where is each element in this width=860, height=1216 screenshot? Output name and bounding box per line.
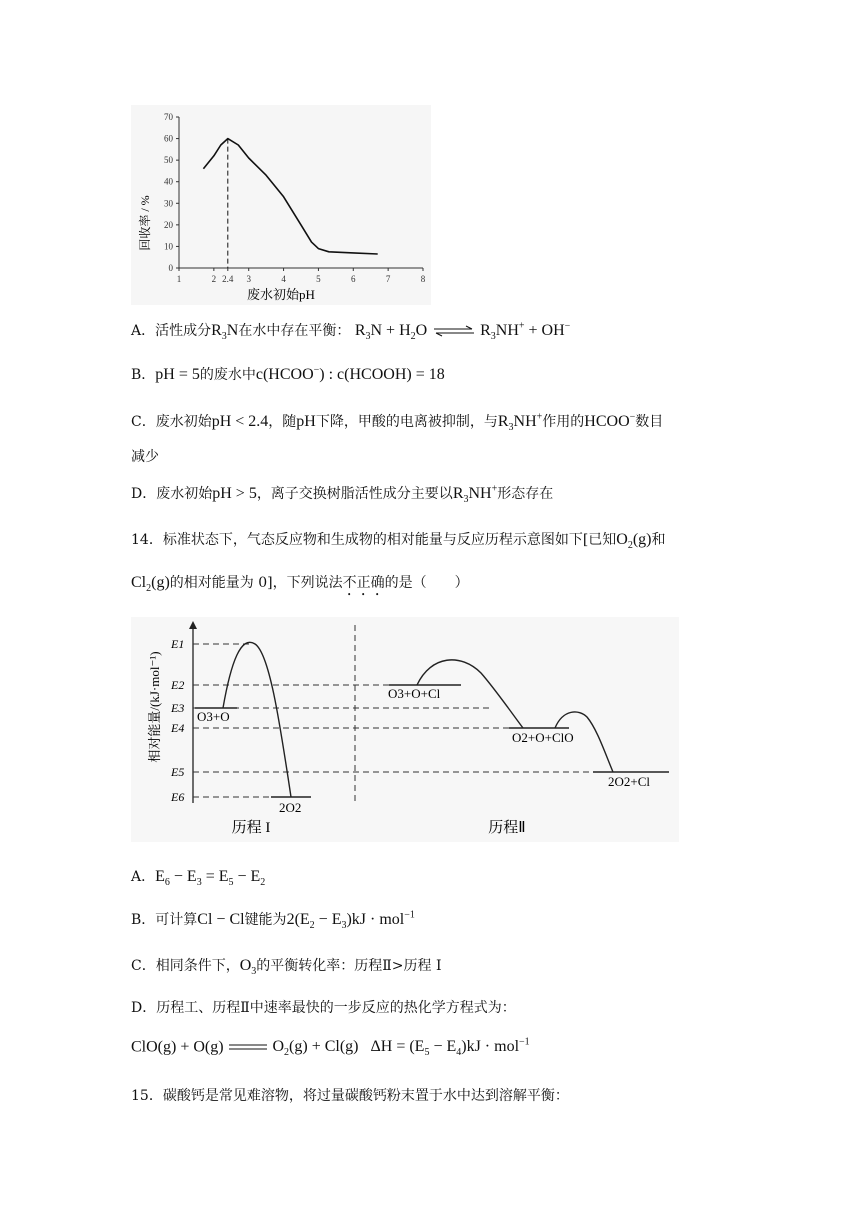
q14-option-a: A．$E_6 - E_3 = E_5 - E_2$ [131, 868, 266, 889]
q14-option-b: B．可计算Cl − Cl键能为$2(E_2 - E_3)kJ \cdot mol^{-1}$ [131, 909, 415, 932]
q14-option-c: C．相同条件下，$O_3$的平衡转化率：历程Ⅱ>历程 I [131, 957, 442, 978]
q13-option-a: A．活性成分$R_3N$在水中存在平衡： $R_3N + H_2O$ $R_3NH^+ + OH^-$ [131, 320, 571, 343]
q13-option-c-cont: 减少 [131, 449, 159, 465]
y-tick-label: 20 [164, 219, 173, 230]
level-label-e1: E1 [171, 637, 185, 651]
x-tick-label: 2.4 [222, 274, 234, 284]
q15-stem: 15．碳酸钙是常见难溶物，将过量碳酸钙粉末置于水中达到溶解平衡： [131, 1088, 569, 1104]
q13-option-c: C．废水初始pH < 2.4，随pH下降，甲酸的电离被抑制，与$R_3NH^+$作用的HCOO−数目 [131, 411, 664, 434]
x-tick-label: 4 [281, 274, 286, 284]
q14-stem-line1: 14．标准状态下，气态反应物和生成物的相对能量与反应历程示意图如下[已知$O_2(g)$和 [131, 531, 666, 552]
pathway-i-label: 历程 I [231, 820, 271, 836]
y-tick-label: 0 [168, 263, 173, 273]
x-tick-label: 5 [316, 274, 321, 284]
level-label-e4: E4 [171, 721, 185, 735]
species-2o2: 2O2 [279, 800, 302, 815]
pathway-ii-label: 历程Ⅱ [488, 820, 526, 836]
species-o2-o-clo: O2+O+ClO [512, 730, 574, 745]
species-o3-o: O3+O [197, 709, 230, 724]
y-tick-label: 70 [164, 112, 173, 122]
y-axis-label: 回收率 / % [138, 195, 152, 251]
x-tick-label: 3 [246, 274, 251, 284]
level-label-e2: E2 [171, 678, 185, 692]
q13-option-d: D．废水初始pH > 5，离子交换树脂活性成分主要以$R_3NH^+$形态存在 [131, 483, 554, 506]
species-2o2-cl: 2O2+Cl [608, 774, 651, 789]
recovery-series-line [203, 139, 377, 254]
y-tick-label: 60 [164, 133, 173, 144]
x-tick-label: 6 [351, 274, 356, 284]
equals-bar-icon [228, 1043, 268, 1051]
x-tick-label: 8 [420, 274, 426, 284]
y-axis-arrow [189, 621, 197, 629]
y-tick-label: 40 [164, 176, 173, 187]
y-tick-label: 10 [164, 241, 173, 252]
q14-stem-line2: $Cl_2(g)$的相对能量为 0]，下列说法不正确的是（ ） [131, 574, 469, 595]
level-label-e6: E6 [171, 790, 185, 804]
recovery-rate-svg [131, 105, 431, 305]
y-tick-label: 30 [164, 198, 173, 209]
energy-profile-svg [131, 617, 679, 842]
q13-option-b: B．pH = 5的废水中c(HCOO−) : c(HCOOH) = 18 [131, 364, 445, 383]
level-label-e5: E5 [171, 765, 185, 779]
equilibrium-arrow-icon [432, 325, 476, 337]
x-tick-label: 2 [211, 274, 217, 284]
y-axis-label: 相对能量/(kJ·mol⁻¹) [147, 651, 162, 763]
x-tick-label: 7 [385, 274, 391, 284]
q14-option-d-equation: ClO(g) + O(g) $O_2(g) + Cl(g) \Delta H = (E_5 - E_4)kJ \cdot mol^{-1}$ [131, 1037, 530, 1059]
x-tick-label: 1 [176, 274, 182, 284]
level-label-e3: E3 [171, 701, 185, 715]
x-axis-label: 废水初始pH [247, 287, 315, 302]
energy-profile-diagram [131, 617, 679, 842]
q14-option-d: D．历程工、历程Ⅱ中速率最快的一步反应的热化学方程式为： [131, 1000, 516, 1016]
species-o3-o-cl: O3+O+Cl [388, 686, 441, 701]
recovery-rate-chart [131, 105, 431, 305]
y-tick-label: 50 [164, 155, 173, 166]
pathway-i-curve [223, 642, 291, 797]
